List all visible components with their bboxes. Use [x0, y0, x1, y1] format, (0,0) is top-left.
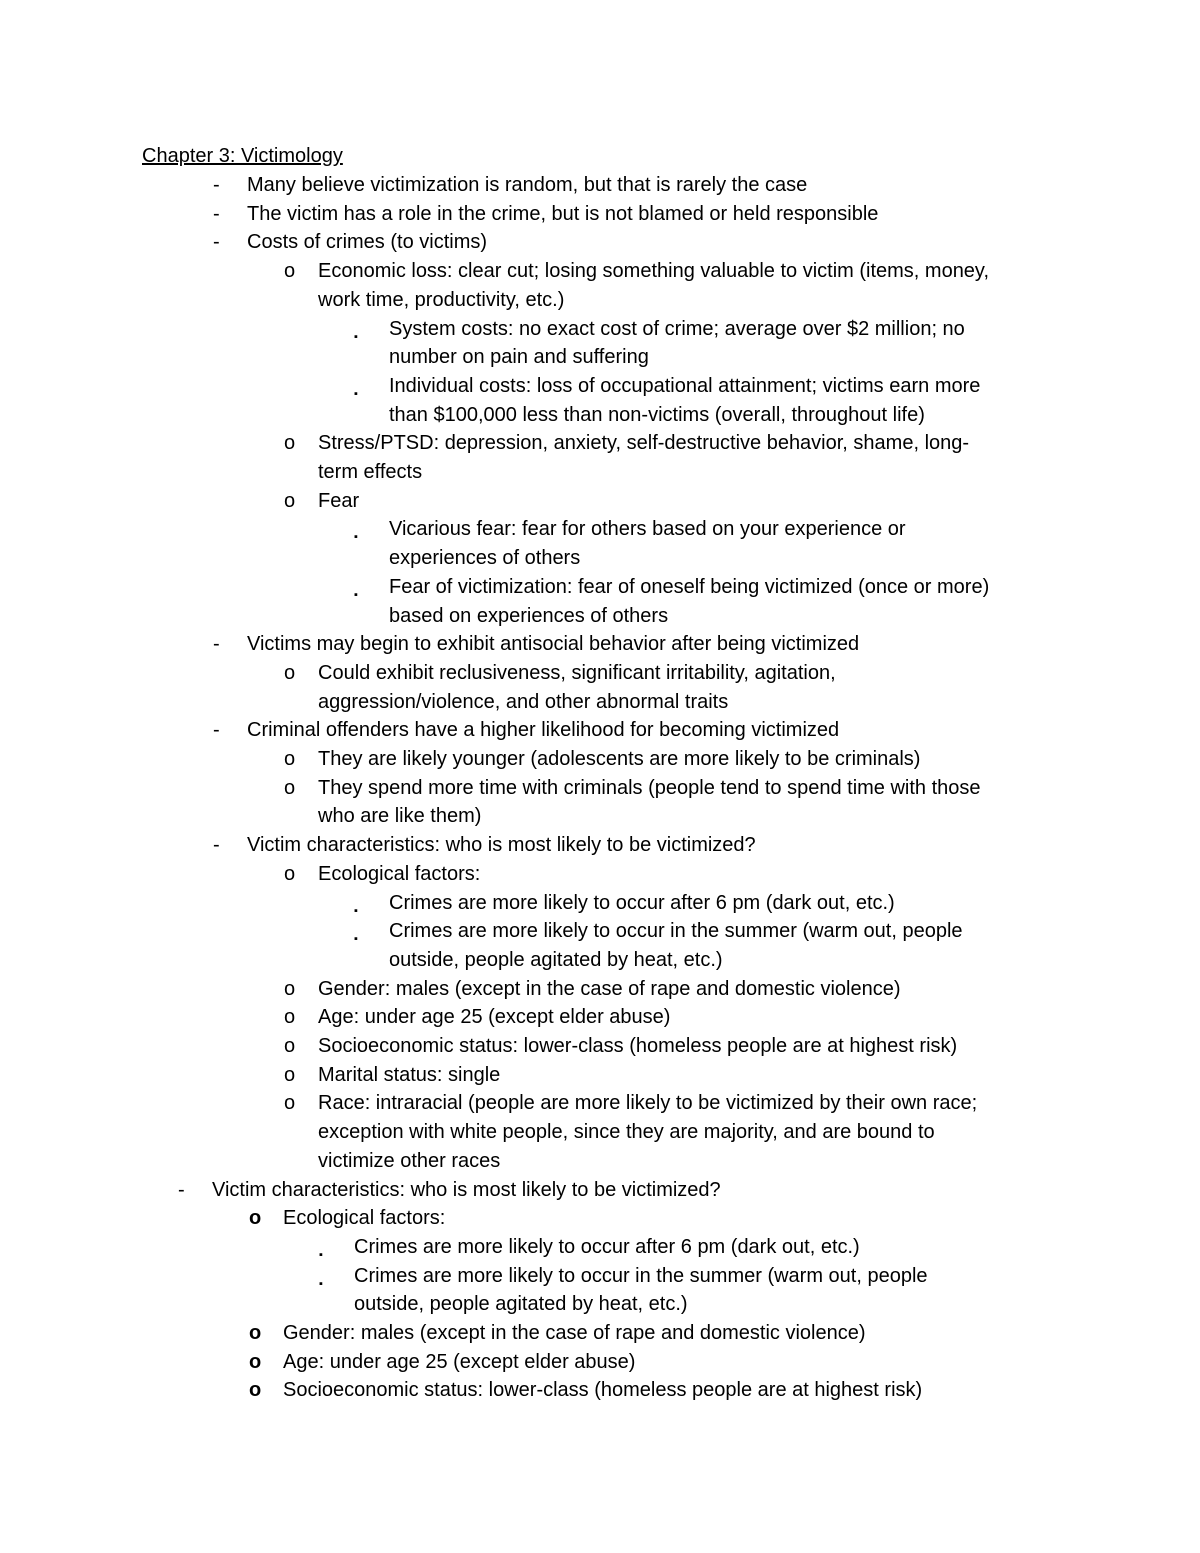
list-item-text: Gender: males (except in the case of rape and domestic violence) — [283, 1322, 866, 1344]
circle-bullet-icon: o — [284, 661, 296, 684]
list-item-text: Victim characteristics: who is most likely to be victimized? — [247, 834, 756, 857]
list-item-text: Socioeconomic status: lower-class (homeless people are at highest risk) — [318, 1035, 958, 1057]
list-item-text: They spend more time with criminals (people tend to spend time with those — [318, 776, 981, 799]
list-item-text: Marital status: single — [318, 1063, 501, 1086]
list-item-text: Economic loss: clear cut; losing something valuable to victim (items, money, — [318, 260, 990, 283]
list-item-text: They are likely younger (adolescents are more likely to be criminals) — [318, 748, 921, 770]
circle-bullet-icon: o — [284, 489, 296, 512]
square-bullet-icon: ▪ — [319, 1248, 323, 1261]
list-item-text: The victim has a role in the crime, but is not blamed or held responsible — [247, 202, 879, 225]
circle-bullet-icon: o — [284, 862, 296, 885]
list-item-text: Crimes are more likely to occur in the summer (warm out, people — [389, 920, 963, 943]
list-item-text: Race: intraracial (people are more likely to be victimized by their own race; — [318, 1092, 978, 1115]
dash-bullet: - — [213, 719, 220, 742]
square-bullet-icon: ▪ — [354, 531, 358, 544]
list-item-text: Age: under age 25 (except elder abuse) — [318, 1006, 671, 1029]
dash-bullet: - — [178, 1178, 185, 1201]
list-item-text: Victims may begin to exhibit antisocial behavior after being victimized — [247, 633, 860, 656]
list-item-text: victimize other races — [318, 1149, 501, 1172]
list-item-text: Many believe victimization is random, but that is rarely the case — [247, 174, 808, 196]
list-item-text: experiences of others — [389, 547, 581, 570]
circle-bullet-icon: o — [249, 1207, 262, 1230]
list-item-text: who are like them) — [318, 805, 482, 828]
circle-bullet-icon: o — [284, 1006, 296, 1029]
circle-bullet-icon: o — [284, 977, 296, 1000]
list-item-text: work time, productivity, etc.) — [318, 288, 565, 311]
list-item-text: Costs of crimes (to victims) — [247, 231, 488, 254]
list-item-text: Fear — [318, 489, 360, 512]
list-item-text: Ecological factors: — [283, 1207, 446, 1230]
list-item-text: Fear of victimization: fear of oneself being victimized (once or more) — [389, 575, 990, 598]
list-item-text: Crimes are more likely to occur in the summer (warm out, people — [354, 1264, 928, 1287]
square-bullet-icon: ▪ — [354, 933, 358, 946]
dash-bullet: - — [213, 633, 220, 656]
list-item-text: Victim characteristics: who is most likely to be victimized? — [212, 1178, 721, 1201]
list-item-text: Age: under age 25 (except elder abuse) — [283, 1350, 636, 1373]
page-title: Chapter 3: Victimology — [142, 145, 343, 167]
circle-bullet-icon: o — [284, 1035, 296, 1057]
circle-bullet-icon: o — [249, 1350, 262, 1373]
list-item-text: Crimes are more likely to occur after 6 pm (dark out, etc.) — [389, 891, 895, 914]
list-item-text: number on pain and suffering — [389, 346, 649, 369]
list-item-text: Ecological factors: — [318, 862, 481, 885]
list-item-text: based on experiences of others — [389, 604, 669, 627]
list-item-text: Criminal offenders have a higher likelihood for becoming victimized — [247, 719, 840, 742]
dash-bullet: - — [213, 174, 220, 196]
circle-bullet-icon: o — [284, 776, 296, 799]
list-item-text: Crimes are more likely to occur after 6 pm (dark out, etc.) — [354, 1235, 860, 1258]
circle-bullet-icon: o — [284, 432, 296, 455]
list-item-text: than $100,000 less than non-victims (overall, throughout life) — [389, 403, 925, 426]
list-item-text: Stress/PTSD: depression, anxiety, self-destructive behavior, shame, long- — [318, 432, 970, 455]
circle-bullet-icon: o — [284, 1063, 296, 1086]
list-item-text: Socioeconomic status: lower-class (homeless people are at highest risk) — [283, 1379, 923, 1402]
square-bullet-icon: ▪ — [354, 904, 358, 917]
circle-bullet-icon: o — [249, 1322, 262, 1344]
list-item-text: exception with white people, since they are majority, and are bound to — [318, 1121, 935, 1144]
circle-bullet-icon: o — [284, 1092, 296, 1115]
list-item-text: Vicarious fear: fear for others based on your experience or — [389, 518, 906, 541]
square-bullet-icon: ▪ — [354, 588, 358, 601]
square-bullet-icon: ▪ — [354, 387, 358, 400]
circle-bullet-icon: o — [284, 748, 296, 770]
list-item-text: Could exhibit reclusiveness, significant irritability, agitation, — [318, 661, 836, 684]
circle-bullet-icon: o — [249, 1379, 262, 1402]
list-item-text: Individual costs: loss of occupational attainment; victims earn more — [389, 374, 981, 397]
circle-bullet-icon: o — [284, 260, 296, 283]
dash-bullet: - — [213, 231, 220, 254]
square-bullet-icon: ▪ — [354, 330, 358, 343]
square-bullet-icon: ▪ — [319, 1277, 323, 1290]
list-item-text: outside, people agitated by heat, etc.) — [389, 948, 723, 971]
dash-bullet: - — [213, 834, 220, 857]
list-item-text: term effects — [318, 461, 423, 483]
dash-bullet: - — [213, 202, 220, 225]
list-item-text: aggression/violence, and other abnormal traits — [318, 690, 729, 713]
list-item-text: Gender: males (except in the case of rape and domestic violence) — [318, 977, 901, 1000]
list-item-text: System costs: no exact cost of crime; average over $2 million; no — [389, 317, 965, 340]
list-item-text: outside, people agitated by heat, etc.) — [354, 1293, 688, 1316]
